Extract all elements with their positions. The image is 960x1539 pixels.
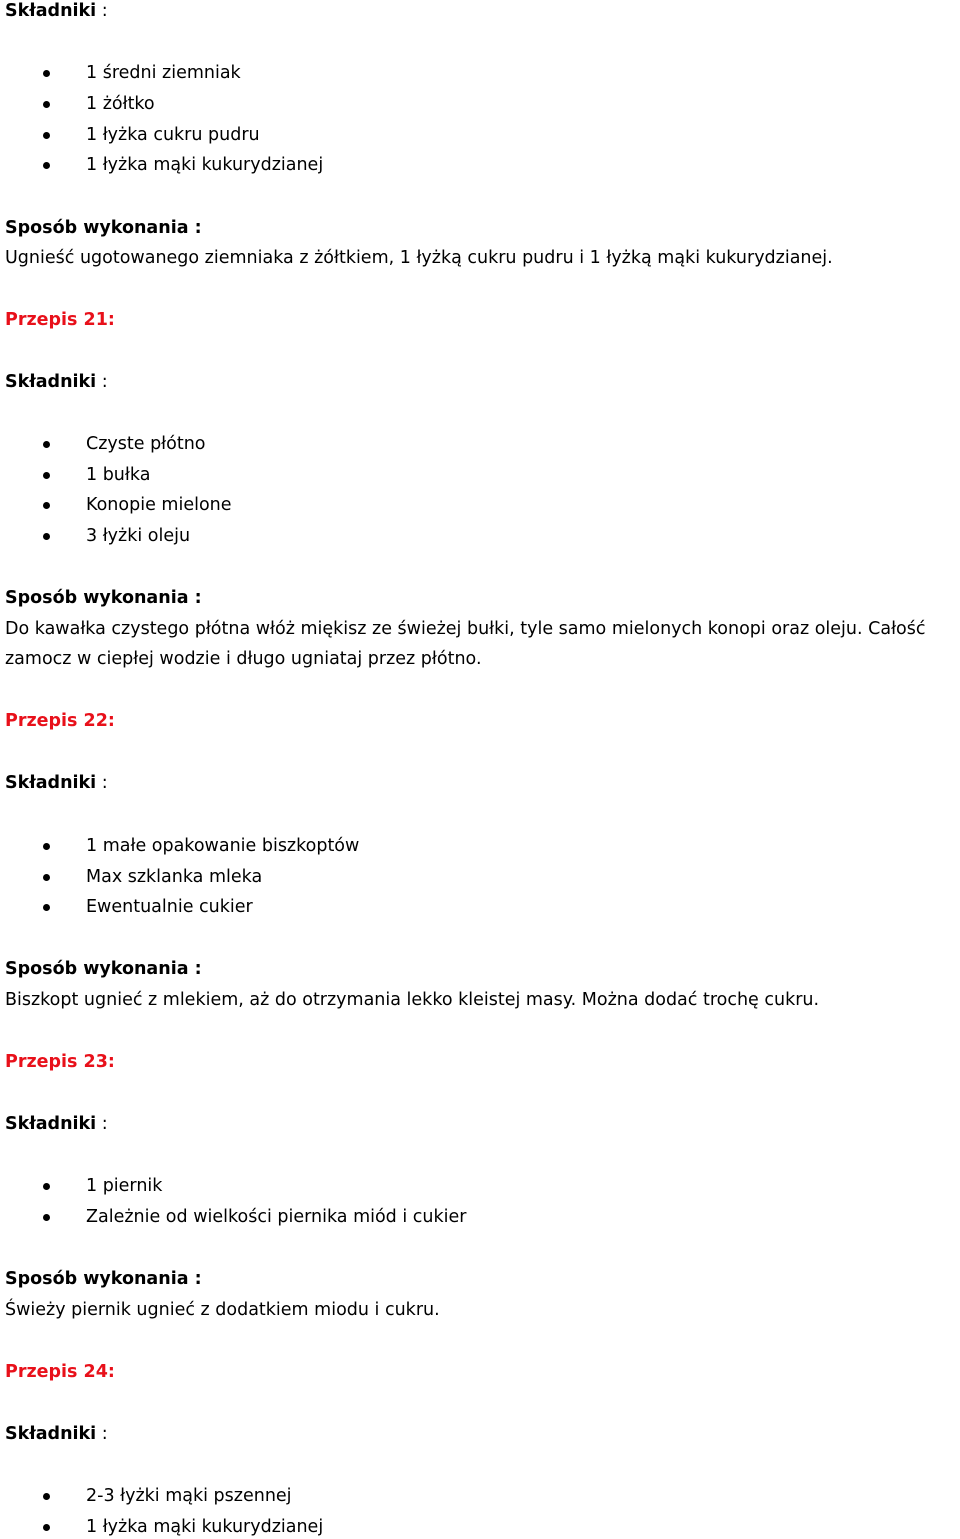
ingredients-colon: :	[101, 372, 108, 392]
ingredient-text: Ewentualnie cukier	[86, 897, 253, 917]
ingredients-heading	[5, 772, 108, 794]
method-heading: Sposób wykonania :	[5, 218, 202, 238]
ingredient-text: Max szklanka mleka	[86, 867, 263, 887]
ingredient-text: Czyste płótno	[86, 434, 206, 454]
ingredient-text: 2-3 łyżki mąki pszennej	[86, 1486, 292, 1506]
bullet-icon	[43, 472, 50, 479]
bullet-icon	[43, 843, 50, 850]
method-heading: Sposób wykonania :	[5, 588, 202, 608]
ingredients-colon: :	[101, 1424, 108, 1444]
ingredients-heading	[5, 0, 108, 22]
ingredients-label: Składniki	[5, 1, 97, 21]
bullet-icon	[43, 441, 50, 448]
ingredients-heading	[5, 371, 108, 393]
method-heading: Sposób wykonania :	[5, 1269, 202, 1289]
ingredient-text: 1 łyżka cukru pudru	[86, 125, 260, 145]
ingredients-label: Składniki	[5, 1424, 97, 1444]
bullet-icon	[43, 132, 50, 139]
ingredient-text: 1 łyżka mąki kukurydzianej	[86, 155, 324, 175]
ingredients-label: Składniki	[5, 372, 97, 392]
bullet-icon	[43, 162, 50, 169]
ingredient-text: 1 łyżka mąki kukurydzianej	[86, 1517, 324, 1537]
ingredients-colon: :	[101, 773, 108, 793]
method-text: zamocz w ciepłej wodzie i długo ugniataj przez płótno.	[5, 649, 482, 669]
method-text: Świeży piernik ugnieć z dodatkiem miodu i cukru.	[5, 1300, 440, 1320]
ingredients-label: Składniki	[5, 1114, 97, 1134]
bullet-icon	[43, 904, 50, 911]
ingredient-text: 1 piernik	[86, 1176, 163, 1196]
bullet-icon	[43, 533, 50, 540]
ingredients-heading	[5, 1113, 108, 1135]
ingredients-colon: :	[101, 1114, 108, 1134]
method-text: Do kawałka czystego płótna włóż miękisz ze świeżej bułki, tyle samo mielonych konopi oraz oleju. Całość	[5, 619, 926, 639]
ingredient-text: 1 żółtko	[86, 94, 155, 114]
method-text: Biszkopt ugnieć z mlekiem, aż do otrzymania lekko kleistej masy. Można dodać trochę cukru.	[5, 990, 820, 1010]
ingredients-heading	[5, 1423, 108, 1445]
method-heading: Sposób wykonania :	[5, 959, 202, 979]
bullet-icon	[43, 1183, 50, 1190]
ingredient-text: 1 średni ziemniak	[86, 63, 241, 83]
method-text: Ugnieść ugotowanego ziemniaka z żółtkiem, 1 łyżką cukru pudru i 1 łyżką mąki kukurydzianej.	[5, 248, 833, 268]
ingredients-label: Składniki	[5, 773, 97, 793]
ingredients-colon: :	[101, 1, 108, 21]
ingredient-text: Zależnie od wielkości piernika miód i cukier	[86, 1207, 467, 1227]
recipe-title: Przepis 24:	[5, 1362, 115, 1382]
recipe-title: Przepis 21:	[5, 310, 115, 330]
recipe-title: Przepis 23:	[5, 1052, 115, 1072]
recipe-title: Przepis 22:	[5, 711, 115, 731]
bullet-icon	[43, 502, 50, 509]
bullet-icon	[43, 874, 50, 881]
bullet-icon	[43, 101, 50, 108]
bullet-icon	[43, 1214, 50, 1221]
ingredient-text: Konopie mielone	[86, 495, 232, 515]
ingredient-text: 1 bułka	[86, 465, 151, 485]
ingredient-text: 3 łyżki oleju	[86, 526, 191, 546]
bullet-icon	[43, 1524, 50, 1531]
bullet-icon	[43, 70, 50, 77]
ingredient-text: 1 małe opakowanie biszkoptów	[86, 836, 360, 856]
bullet-icon	[43, 1493, 50, 1500]
